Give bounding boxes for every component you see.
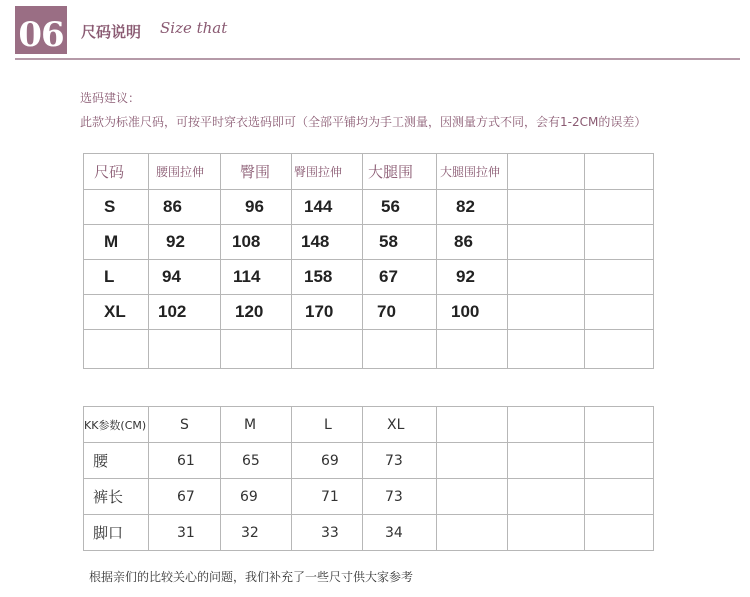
waist-stretch-cell: 102 [149, 295, 221, 330]
empty-cell [363, 330, 437, 369]
size-table-header-row [84, 154, 654, 190]
empty-cell [508, 407, 585, 443]
thigh-stretch-cell: 100 [437, 295, 508, 330]
advice-text: 此款为标准尺码，可按平时穿衣选码即可（全部平铺均为手工测量，因测量方式不同，会有1-2CM的误差） [80, 115, 647, 129]
hip-cell: 96 [221, 190, 292, 225]
hip-stretch-cell: 144 [292, 190, 363, 225]
thigh-cell: 70 [363, 295, 437, 330]
size-row-empty [84, 330, 654, 369]
waist-stretch-cell: 94 [149, 260, 221, 295]
kk-value-cell: 61 [149, 443, 221, 479]
empty-cell [508, 479, 585, 515]
kk-header-xl: XL [363, 407, 437, 443]
empty-cell [221, 330, 292, 369]
size-row-s [84, 190, 654, 225]
empty-cell [292, 330, 363, 369]
kk-value-cell: 69 [221, 479, 292, 515]
size-table [83, 153, 654, 369]
kk-parameter-table [83, 406, 654, 551]
size-cell: M [84, 225, 149, 260]
size-cell: S [84, 190, 149, 225]
kk-value-cell: 73 [363, 443, 437, 479]
empty-cell [585, 190, 654, 225]
size-row-l [84, 260, 654, 295]
waist-stretch-cell: 92 [149, 225, 221, 260]
kk-header-label: KK参数(CM) [84, 407, 149, 443]
empty-cell [508, 443, 585, 479]
hip-stretch-cell: 170 [292, 295, 363, 330]
kk-row-label: 裤长 [84, 479, 149, 515]
thigh-stretch-cell: 82 [437, 190, 508, 225]
empty-cell [437, 479, 508, 515]
kk-row-length [84, 479, 654, 515]
empty-cell [437, 515, 508, 551]
empty-cell [437, 443, 508, 479]
kk-header-s: S [149, 407, 221, 443]
footer-note: 根据亲们的比较关心的问题，我们补充了一些尺寸供大家参考 [89, 570, 414, 584]
empty-cell [508, 330, 585, 369]
kk-value-cell: 32 [221, 515, 292, 551]
kk-value-cell: 31 [149, 515, 221, 551]
thigh-cell: 56 [363, 190, 437, 225]
empty-cell [585, 330, 654, 369]
size-row-m [84, 225, 654, 260]
thigh-cell: 58 [363, 225, 437, 260]
header-cell-waist-stretch: 腰围拉伸 [149, 154, 221, 190]
empty-cell [508, 515, 585, 551]
empty-cell [585, 407, 654, 443]
kk-row-hem [84, 515, 654, 551]
empty-cell [149, 330, 221, 369]
empty-cell [585, 260, 654, 295]
kk-header-row [84, 407, 654, 443]
kk-header-m: M [221, 407, 292, 443]
empty-cell [585, 225, 654, 260]
kk-value-cell: 34 [363, 515, 437, 551]
kk-value-cell: 73 [363, 479, 437, 515]
thigh-stretch-cell: 92 [437, 260, 508, 295]
advice-label: 选码建议： [80, 91, 141, 105]
hip-stretch-cell: 148 [292, 225, 363, 260]
empty-cell [508, 260, 585, 295]
kk-row-label: 脚口 [84, 515, 149, 551]
header-cell-hip-stretch: 臀围拉伸 [292, 154, 363, 190]
empty-cell [585, 295, 654, 330]
header-cell-thigh-stretch: 大腿围拉伸 [437, 154, 508, 190]
hip-cell: 108 [221, 225, 292, 260]
empty-cell [437, 330, 508, 369]
kk-value-cell: 67 [149, 479, 221, 515]
header-cell-thigh: 大腿围 [363, 154, 437, 190]
empty-cell [585, 443, 654, 479]
header-cell-empty [585, 154, 654, 190]
header-divider [15, 58, 740, 60]
kk-header-l: L [292, 407, 363, 443]
section-subtitle: Size that [160, 19, 228, 37]
kk-value-cell: 71 [292, 479, 363, 515]
kk-row-label: 腰 [84, 443, 149, 479]
kk-value-cell: 65 [221, 443, 292, 479]
hip-cell: 114 [221, 260, 292, 295]
header-cell-size: 尺码 [84, 154, 149, 190]
thigh-stretch-cell: 86 [437, 225, 508, 260]
empty-cell [508, 295, 585, 330]
hip-stretch-cell: 158 [292, 260, 363, 295]
size-row-xl [84, 295, 654, 330]
header-cell-hip: 臀围 [221, 154, 292, 190]
empty-cell [585, 479, 654, 515]
kk-row-waist [84, 443, 654, 479]
kk-value-cell: 33 [292, 515, 363, 551]
empty-cell [585, 515, 654, 551]
empty-cell [437, 407, 508, 443]
empty-cell [84, 330, 149, 369]
size-cell: L [84, 260, 149, 295]
waist-stretch-cell: 86 [149, 190, 221, 225]
thigh-cell: 67 [363, 260, 437, 295]
section-number-badge: 06 [15, 6, 67, 54]
kk-value-cell: 69 [292, 443, 363, 479]
hip-cell: 120 [221, 295, 292, 330]
empty-cell [508, 225, 585, 260]
size-cell: XL [84, 295, 149, 330]
empty-cell [508, 190, 585, 225]
header-cell-empty [508, 154, 585, 190]
section-title: 尺码说明 [81, 23, 142, 41]
